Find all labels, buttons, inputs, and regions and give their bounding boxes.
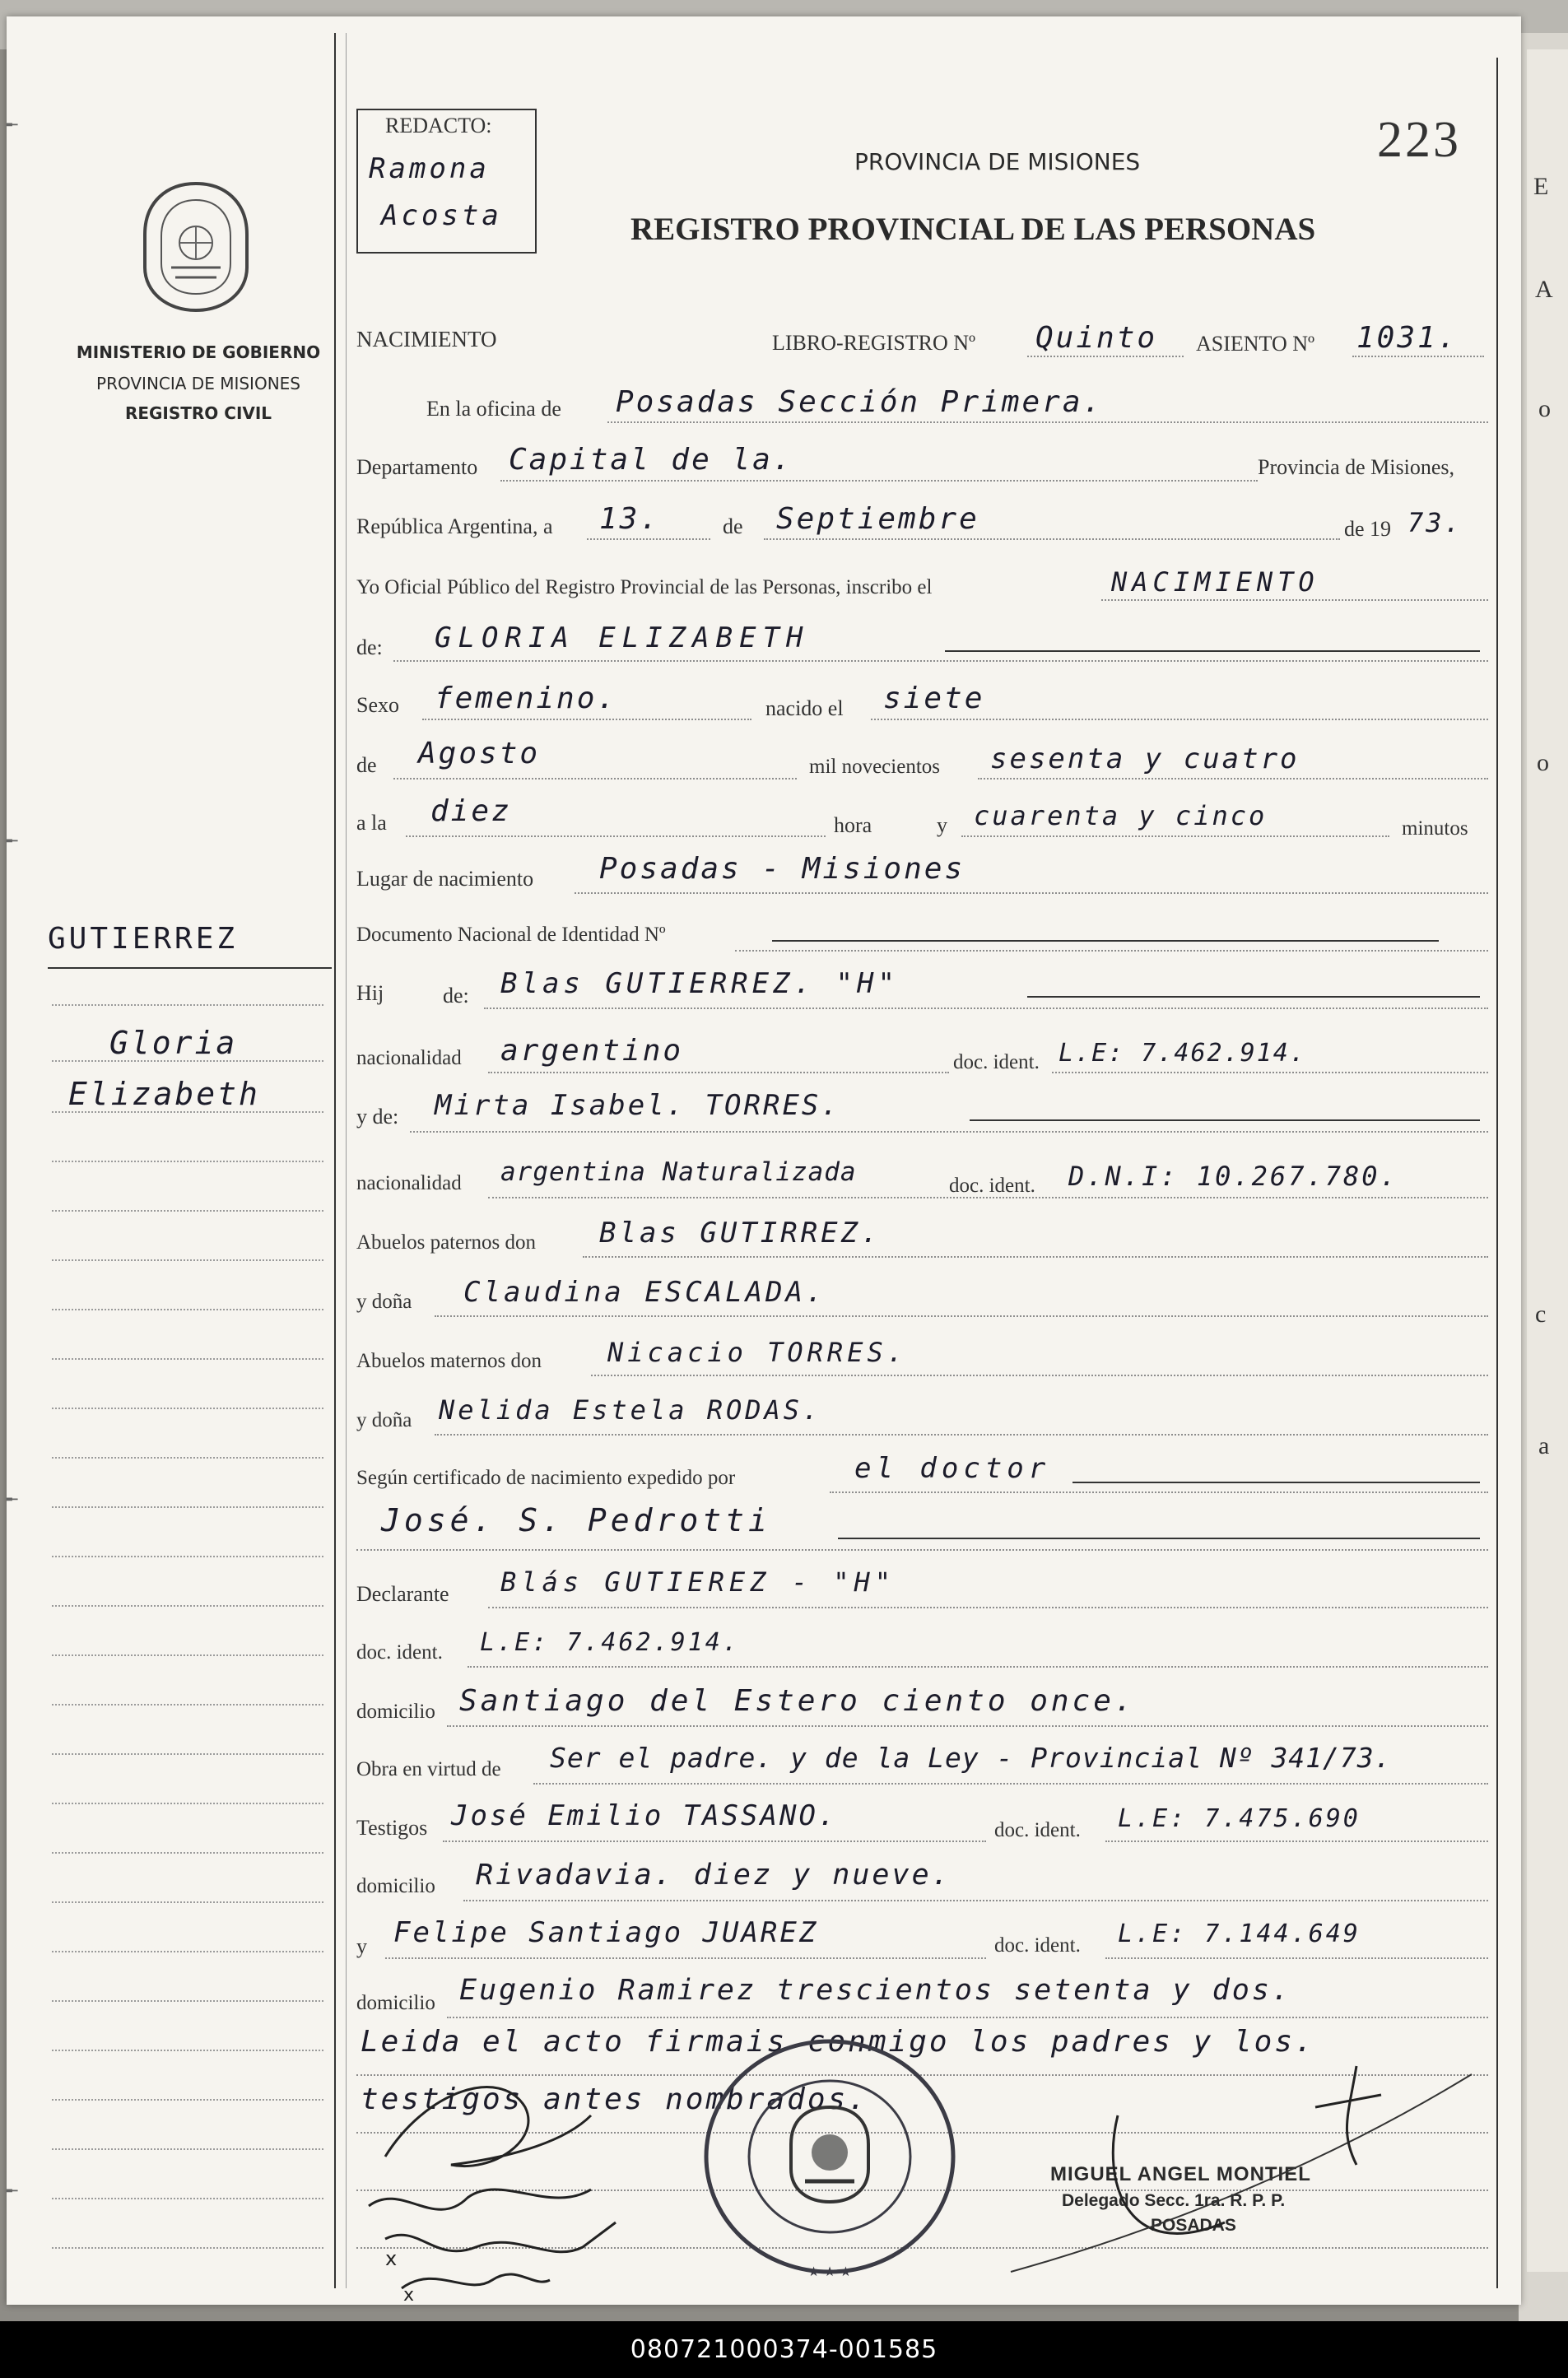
handwritten-underline — [1027, 996, 1480, 998]
margin-line — [52, 1161, 323, 1162]
doc-ident-label-5: doc. ident. — [994, 1934, 1081, 1957]
closing-line-1: Leida el acto firmais conmigo los padres y los. — [361, 2025, 1315, 2059]
handwritten-underline — [1072, 1482, 1480, 1483]
asiento-label: ASIENTO Nº — [1196, 332, 1315, 356]
registry-heading: REGISTRO PROVINCIAL DE LAS PERSONAS — [630, 212, 1316, 247]
acto-value: NACIMIENTO — [1111, 566, 1319, 598]
libro-label: LIBRO-REGISTRO Nº — [772, 331, 976, 355]
hora-label: hora — [834, 813, 872, 837]
margin-line — [52, 1210, 323, 1212]
nombre-value: GLORIA ELIZABETH — [435, 621, 810, 654]
margin-line — [52, 1111, 323, 1113]
margin-line — [52, 1004, 323, 1006]
dotted-line — [500, 480, 1258, 482]
dotted-line — [468, 1666, 1488, 1668]
ministry-line3: REGISTRO CIVIL — [124, 403, 272, 423]
signatures — [336, 2017, 1488, 2313]
oficina-label: En la oficina de — [426, 397, 561, 421]
domicilio-label-2: domicilio — [356, 1875, 435, 1897]
nacido-anio-value: sesenta y cuatro — [990, 742, 1300, 775]
province-heading: PROVINCIA DE MISIONES — [854, 148, 1141, 175]
abuelos-pat-label: Abuelos paternos don — [356, 1231, 537, 1254]
next-page-edge: E A o o c a — [1527, 49, 1568, 2272]
departamento-value: Capital de la. — [509, 443, 793, 477]
stamp-name: MIGUEL ANGEL MONTIEL — [1050, 2163, 1311, 2185]
binding-hole: ╾ — [7, 831, 18, 852]
dotted-line — [575, 892, 1488, 894]
binding-hole: ╾ — [7, 115, 18, 136]
margin-line — [52, 2099, 323, 2101]
testigos-label: Testigos — [356, 1816, 428, 1840]
nacido-mes-value: Agosto — [418, 737, 541, 770]
lugar-value: Posadas - Misiones — [599, 852, 965, 886]
binding-hole: ╾ — [7, 2181, 18, 2202]
madre-nac-value: argentina Naturalizada — [500, 1157, 857, 1187]
republica-label: República Argentina, a — [356, 514, 553, 538]
y-de-label: y de: — [356, 1105, 399, 1129]
dotted-line — [393, 660, 1488, 662]
doc-ident-label-4: doc. ident. — [994, 1819, 1081, 1841]
minutos-label: minutos — [1402, 817, 1468, 840]
mil-label: mil novecientos — [809, 756, 940, 778]
domicilio-label: domicilio — [356, 1701, 435, 1723]
margin-line — [52, 2247, 323, 2249]
dotted-line — [764, 538, 1340, 540]
dotted-line — [488, 1197, 1488, 1198]
dotted-line — [435, 1315, 1488, 1317]
lugar-label: Lugar de nacimiento — [356, 867, 534, 891]
dotted-line — [443, 1841, 986, 1842]
y-dona-label: y doña — [356, 1291, 412, 1313]
y-label-2: y — [356, 1934, 367, 1958]
dni-label: Documento Nacional de Identidad Nº — [356, 924, 666, 946]
margin-rule — [334, 33, 336, 2288]
obra-value: Ser el padre. y de la Ley - Provincial Nº 341/73. — [550, 1742, 1392, 1774]
right-rule — [1496, 58, 1498, 2288]
svg-text:x: x — [403, 2285, 415, 2306]
type-label: NACIMIENTO — [356, 327, 497, 351]
y-label: y — [937, 813, 947, 837]
de-anio-label: de 19 — [1344, 517, 1392, 541]
oficial-text: Yo Oficial Público del Registro Provincial de las Personas, inscribo el — [356, 576, 933, 598]
closing-line-2: testigos antes nombrados. — [361, 2082, 868, 2116]
dotted-line — [1352, 356, 1484, 357]
nacionalidad-label: nacionalidad — [356, 1047, 462, 1069]
margin-line — [52, 1951, 323, 1952]
abuela-pat-value: Claudina ESCALADA. — [463, 1276, 826, 1309]
abuelo-mat-value: Nicacio TORRES. — [607, 1337, 907, 1368]
margin-line — [52, 1654, 323, 1656]
margin-line — [52, 1457, 323, 1459]
dotted-line — [1052, 1072, 1488, 1073]
margin-line — [52, 1408, 323, 1409]
abuela-mat-value: Nelida Estela RODAS. — [439, 1394, 822, 1426]
testigo1-dom-value: Rivadavia. diez y nueve. — [476, 1859, 952, 1892]
dotted-line — [406, 835, 826, 837]
dotted-line — [1105, 1841, 1488, 1842]
de-label-4: de: — [443, 984, 469, 1008]
margin-line — [52, 1852, 323, 1854]
medico-value: José. S. Pedrotti — [381, 1502, 771, 1538]
de-label: de — [723, 514, 743, 538]
margin-line — [52, 1901, 323, 1903]
redacto-label: REDACTO: — [385, 114, 492, 137]
handwritten-underline — [838, 1538, 1480, 1539]
testigo2-value: Felipe Santiago JUAREZ — [393, 1916, 819, 1949]
dotted-line — [961, 835, 1389, 837]
margin-line — [52, 2050, 323, 2051]
handwritten-underline — [970, 1119, 1480, 1121]
testigo1-value: José Emilio TASSANO. — [451, 1799, 838, 1832]
declarante-doc-value: L.E: 7.462.914. — [480, 1628, 740, 1657]
dotted-line — [1101, 599, 1488, 601]
margin-line — [52, 1060, 323, 1062]
dotted-line — [488, 1607, 1488, 1608]
dia-value: 13. — [599, 502, 661, 536]
declarante-value: Blás GUTIEREZ - "H" — [500, 1566, 896, 1598]
dotted-line — [410, 1131, 1488, 1133]
handwritten-line — [772, 940, 1439, 942]
doc-ident-label-2: doc. ident. — [949, 1175, 1035, 1197]
margin-line — [52, 1556, 323, 1557]
madre-value: Mirta Isabel. TORRES. — [435, 1089, 840, 1122]
dotted-line — [830, 1491, 1488, 1493]
oficina-value: Posadas Sección Primera. — [616, 385, 1104, 419]
departamento-label: Departamento — [356, 455, 478, 479]
margin-surname: GUTIERREZ — [48, 922, 239, 956]
testigo2-doc-value: L.E: 7.144.649 — [1118, 1920, 1361, 1948]
page-number: 223 — [1377, 112, 1461, 168]
stamp-title: Delegado Secc. 1ra. R. P. P. — [1062, 2191, 1286, 2210]
dotted-line — [385, 1957, 986, 1959]
margin-given-2: Elizabeth — [68, 1076, 260, 1112]
margin-line — [52, 1753, 323, 1755]
padre-nac-value: argentino — [500, 1034, 684, 1068]
nacionalidad-label-2: nacionalidad — [356, 1172, 462, 1194]
dotted-line — [488, 1072, 949, 1073]
nacido-dia-value: siete — [883, 682, 985, 715]
padre-doc-value: L.E: 7.462.914. — [1059, 1039, 1306, 1068]
handwritten-underline — [945, 650, 1480, 652]
abuelo-pat-value: Blas GUTIRREZ. — [599, 1217, 882, 1249]
dotted-line — [583, 1256, 1488, 1258]
margin-given-1: Gloria — [109, 1025, 238, 1061]
dotted-line — [871, 719, 1488, 720]
redacto-name-1: Ramona — [369, 152, 490, 185]
dotted-line — [447, 1725, 1488, 1727]
abuelos-mat-label: Abuelos maternos don — [356, 1350, 542, 1372]
margin-line — [52, 1803, 323, 1804]
coat-of-arms-seal — [138, 177, 254, 317]
margin-line — [52, 2000, 323, 2002]
declarante-dom-value: Santiago del Estero ciento once. — [459, 1684, 1136, 1718]
image-id-footer: 080721000374-001585 — [0, 2321, 1568, 2378]
dotted-line — [356, 1549, 1488, 1551]
margin-line — [52, 2198, 323, 2199]
certificado-value: el doctor — [854, 1452, 1051, 1485]
declarante-label: Declarante — [356, 1582, 449, 1606]
dotted-line — [393, 778, 797, 779]
doc-ident-label-3: doc. ident. — [356, 1641, 443, 1664]
provincia-label: Provincia de Misiones, — [1258, 455, 1455, 479]
dotted-line — [463, 1900, 1488, 1901]
dotted-line — [735, 950, 1488, 952]
margin-line — [52, 1605, 323, 1607]
dotted-line — [1105, 1957, 1488, 1959]
dotted-line — [591, 1375, 1488, 1376]
stamp-city: POSADAS — [1151, 2216, 1236, 2235]
margin-line — [52, 2148, 323, 2150]
mes-value: Septiembre — [776, 502, 979, 536]
madre-doc-value: D.N.I: 10.267.780. — [1068, 1161, 1398, 1192]
dotted-line — [533, 1783, 1488, 1785]
dotted-line — [587, 538, 710, 540]
dotted-line — [484, 1008, 1488, 1009]
a-la-label: a la — [356, 811, 387, 835]
dotted-line — [1027, 356, 1184, 357]
anio-value: 73. — [1407, 507, 1463, 538]
obra-label: Obra en virtud de — [356, 1758, 501, 1780]
hij-label: Hij — [356, 981, 384, 1005]
margin-underline — [48, 967, 332, 969]
margin-line — [52, 1358, 323, 1360]
de-label-3: de — [356, 753, 377, 777]
minutos-value: cuarenta y cinco — [974, 800, 1268, 831]
dotted-line — [435, 1434, 1488, 1436]
binding-hole: ╾ — [7, 1490, 18, 1510]
page-fold — [346, 33, 347, 2288]
testigo1-doc-value: L.E: 7.475.690 — [1118, 1804, 1361, 1833]
redacto-name-2: Acosta — [381, 199, 502, 232]
certificado-label: Según certificado de nacimiento expedido por — [356, 1467, 736, 1489]
padre-value: Blas GUTIERREZ. "H" — [500, 967, 899, 1000]
svg-text:★ ★ ★: ★ ★ ★ — [807, 2264, 852, 2279]
testigo2-dom-value: Eugenio Ramirez trescientos setenta y dos. — [459, 1974, 1292, 2007]
ministry-line2: PROVINCIA DE MISIONES — [96, 374, 300, 393]
doc-ident-label: doc. ident. — [953, 1051, 1040, 1073]
sexo-label: Sexo — [356, 693, 399, 717]
dotted-line — [978, 778, 1488, 779]
y-dona-label-2: y doña — [356, 1409, 412, 1431]
asiento-value: 1031. — [1356, 321, 1459, 355]
hora-value: diez — [430, 794, 512, 828]
margin-line — [52, 1704, 323, 1706]
margin-line — [52, 1506, 323, 1508]
libro-value: Quinto — [1035, 321, 1158, 355]
sexo-value: femenino. — [435, 682, 618, 715]
ministry-line1: MINISTERIO DE GOBIERNO — [76, 342, 321, 362]
nacido-label: nacido el — [765, 696, 844, 720]
domicilio-label-3: domicilio — [356, 1992, 435, 2014]
dotted-line — [422, 719, 751, 720]
document-page — [7, 16, 1521, 2305]
de-label-2: de: — [356, 635, 383, 659]
dotted-line — [607, 421, 1488, 423]
margin-line — [52, 1259, 323, 1261]
margin-line — [52, 1309, 323, 1310]
svg-text:x: x — [385, 2247, 398, 2270]
